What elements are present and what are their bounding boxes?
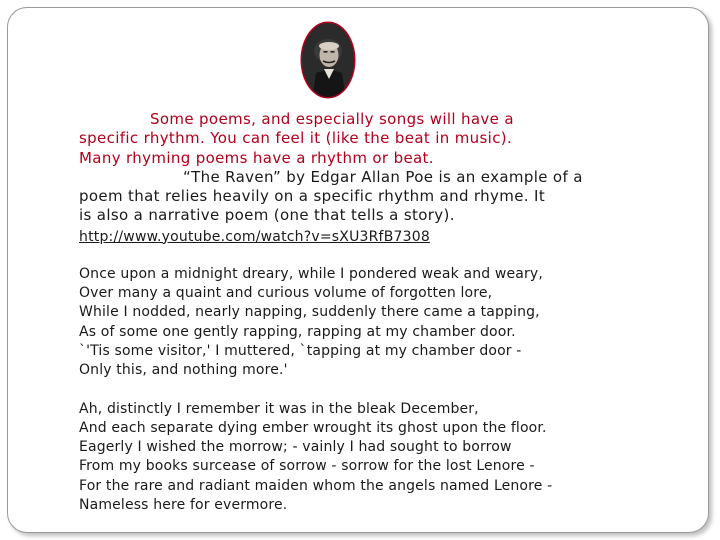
intro-line-2: specific rhythm. You can feel it (like the beat in music). <box>79 129 513 148</box>
stanza-line: Once upon a midnight dreary, while I pondered weak and weary, <box>79 265 543 282</box>
edgar-allan-poe-portrait <box>300 21 356 99</box>
stanza-line: For the rare and radiant maiden whom the angels named Lenore - <box>79 477 553 494</box>
intro-line-1: Some poems, and especially songs will have a <box>150 110 514 128</box>
stanza-line: From my books surcease of sorrow - sorrow for the lost Lenore - <box>79 458 535 475</box>
stanza-line: Eagerly I wished the morrow; - vainly I had sought to borrow <box>79 439 512 456</box>
stanza-line: Only this, and nothing more.' <box>79 362 288 379</box>
poem-stanza-2 <box>79 400 639 516</box>
stanza-line: And each separate dying ember wrought its ghost upon the floor. <box>79 419 547 436</box>
raven-note-line-3: is also a narrative poem (one that tells a story). <box>79 206 455 225</box>
stanza-line: While I nodded, nearly napping, suddenly there came a tapping, <box>79 304 540 321</box>
raven-note-line-1: “The Raven” by Edgar Allan Poe is an example of a <box>183 167 583 186</box>
poem-stanza-1 <box>79 265 639 381</box>
stanza-line: `'Tis some visitor,' I muttered, `tapping at my chamber door - <box>79 342 522 359</box>
stanza-line: As of some one gently rapping, rapping at my chamber door. <box>79 323 516 340</box>
slide-body <box>79 110 639 515</box>
youtube-link[interactable]: http://www.youtube.com/watch?v=sXU3RfB7308 <box>79 228 430 245</box>
intro-line-3: Many rhyming poems have a rhythm or beat. <box>79 148 434 167</box>
stanza-line: Ah, distinctly I remember it was in the bleak December, <box>79 400 479 417</box>
raven-note-line-2: poem that relies heavily on a specific rhythm and rhyme. It <box>79 187 546 206</box>
stanza-line: Over many a quaint and curious volume of forgotten lore, <box>79 285 493 302</box>
stanza-line: Nameless here for evermore. <box>79 497 288 514</box>
